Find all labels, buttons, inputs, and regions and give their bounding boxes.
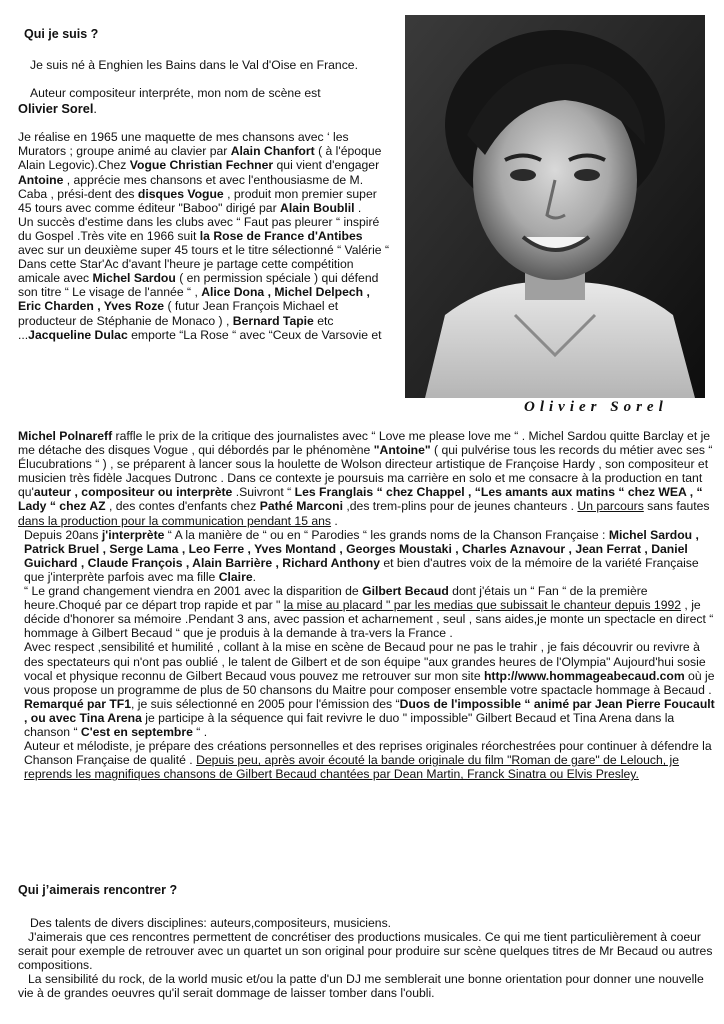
p4_full-run: , des contes d'enfants chez (105, 499, 260, 514)
photo-caption: Olivier Sorel (524, 399, 668, 415)
p5-run: j'interprète (101, 527, 165, 542)
p6-run: “ Le grand changement viendra en 2001 avec la disparition de (24, 584, 363, 599)
p7-run: http://www.hommageabecaud.com (483, 668, 685, 683)
left-column (18, 58, 390, 342)
paragraph-talents: Des talents de divers disciplines: auteurs,compositeurs, musiciens. (30, 916, 392, 930)
p3-run: Je réalise en 1965 une maquette de mes chansons avec ‘ les Murators ; groupe animé au clavier par (18, 130, 349, 159)
p8-run: C'est en septembre (80, 724, 193, 739)
full-width-body (18, 429, 720, 781)
p4-run: Bernard Tapie (232, 313, 314, 328)
p4-run: avec sur un deuxième super 45 tours et le titre sélectionné “ Valérie “ Dans cette Star'Ac d'avant l'heure je partage cette compétition amicale avec (18, 243, 390, 286)
p4-run: Jacqueline Dulac (28, 327, 128, 342)
p3-run: Alain Chanfort (230, 144, 315, 159)
p3-run: disques Vogue (137, 186, 224, 201)
p5-run: . (252, 569, 256, 584)
p8-run: je participe à la séquence qui fait revivre le duo " impossible" Gilbert Becaud et Tina Arena dans la chanson “ (24, 710, 675, 739)
p5-run: Michel Sardou , Patrick Bruel , Serge Lama , Leo Ferre , Yves Montand , Georges Moustaki , Charles Aznavour , Jean Ferrat , Daniel Guichard , Claude François , Alain Barrière , Richard Anthony (24, 527, 699, 570)
p9-run: Depuis peu, après avoir écouté la bande originale du film "Roman de gare" de Lelouch, je reprends les magnifiques chansons de Gilbert Becaud chantées par Dean Martin, Franck Sinatra ou Elvis Presley. (24, 753, 680, 782)
p8-run: Duos de l'impossible “ animé par Jean Pierre Foucault , ou avec Tina Arena (24, 696, 715, 725)
paragraph-rock: La sensibilité du rock, de la world music et/ou la patte d'un DJ me semblerait une bonne orientation pour donner une nouvelle vie à de grandes oeuvres qu'il serait dommage de laisser tomber dans l'oubli. (18, 972, 704, 1001)
p4_full-underline (577, 499, 643, 513)
p4_full-run: Michel Polnareff (18, 429, 113, 443)
p5-run: “ A la manière de “ ou en “ Parodies “ les grands noms de la Chanson Française : (164, 527, 609, 542)
p4_full-run: .Suivront “ (232, 485, 295, 500)
p3-run: Vogue Christian Fechner (129, 158, 274, 173)
paragraph-1966 (18, 215, 390, 342)
p4_full-run: dans la production pour la communication pendant 15 ans (18, 513, 332, 528)
portrait-photo (405, 15, 705, 398)
p4_full-run: . (331, 513, 338, 528)
p5-run: et bien d'autres voix de la mémoire de la variété Française que j'interprète parfois avec ma fille (24, 555, 699, 584)
p4-run: Un succès d'estime dans les clubs avec “ Faut pas pleurer “ inspiré du Gospel .Très vite en 1966 suit (18, 214, 380, 243)
p4-run: ( futur Jean François Michael et producteur de Stéphanie de Monaco ) , (18, 299, 339, 328)
p3-run: Alain Boublil (280, 200, 355, 215)
paragraph-respect (18, 640, 720, 696)
p6-run: la mise au placard " par les medias que subissait le chanteur depuis 1992 (283, 598, 682, 613)
stage-name-period: . (93, 101, 97, 117)
paragraph-1965 (18, 130, 390, 215)
p5-run: Depuis 20ans (24, 527, 102, 542)
section-title-who-to-meet: Qui j’aimerais rencontrer ? (18, 883, 178, 897)
p6-run: Gilbert Becaud (362, 584, 449, 599)
p4_full-run: Un parcours (577, 499, 644, 514)
p7-run: où je vous propose un programme de plus de 50 chansons du Maitre pour composer ensemble votre spactacle hommage à Becaud . (24, 668, 715, 697)
paragraph-encounters: J'aimerais que ces rencontres permettent de concrétiser des productions musicales. Ce qui me tient particulièrement à coeur serait pour exemple de retrouver avec un quartet un son original pour produire sur scène quelques titres de Mr Becaud ou autres compositions. (18, 930, 713, 973)
paragraph-stage-name (18, 102, 390, 116)
p8-run: Remarqué par TF1 (24, 696, 132, 711)
p3-run: ( à l'époque Alain Legovic).Chez (18, 144, 382, 173)
p4_full-run: ( qui pulvérise tous les records du métier avec ses “ Élucubrations “ ) , se préparent à lancer sous la houlette de Wolson directeur artistique de Françoise Hardy , son compositeur et musicien très fidèle Jacques Dutronc . Dans ce contexte je poursuis ma carrière en solo et me consacre à la production en tant qu' (18, 443, 713, 500)
paragraph-stage-name-intro: Auteur compositeur interpréte, mon nom de scène est (30, 86, 321, 101)
portrait-illustration (405, 15, 705, 398)
paragraph-career (18, 429, 720, 528)
p9-run: Auteur et mélodiste, je prépare des créations personnelles et des reprises originales réorchestrées pour continuer à défendre la Chanson Française de qualité . (24, 739, 712, 768)
p4_full-run: auteur , compositeur ou interprète (33, 485, 233, 500)
p6-run: dont j'étais un “ Fan “ de la première heure.Choqué par ce départ trop rapide et par " (24, 584, 648, 613)
p4_full-run: Pathé Marconi (259, 499, 343, 514)
p3-run: , produit mon premier super 45 tours avec comme éditeur "Baboo" dirigé par (18, 186, 377, 215)
p3-run: , apprécie mes chansons et avec l'enthousiasme de M. Caba , prési-dent des (18, 172, 364, 201)
paragraph-birth: Je suis né à Enghien les Bains dans le Val d'Oise en France. (30, 58, 358, 72)
p4_full-underline (18, 514, 331, 528)
paragraph-author (18, 739, 720, 781)
p4-run: etc ... (18, 313, 334, 342)
p4-run: ( en permission spéciale ) qui défend son titre “ Le visage de l'année “ , (18, 271, 379, 300)
paragraph-interpretations (18, 528, 720, 584)
p7-run: Avec respect ,sensibilité et humilité , collant à la mise en scène de Becaud pour ne pas le trahir , je fais découvrir ou revivre à des spectateurs qui n'ont pas oublié , le talent de Gilbert et de son équipe "aux grandes heures de l'Olympia" Aujourd'hui sosie vocal et physique reconnu de Gilbert Becaud vous pouvez me retrouver sur mon site (24, 640, 706, 683)
paragraph-becaud-tribute (18, 584, 720, 640)
p8-run: , je suis sélectionné en 2005 pour l'émission des “ (131, 696, 400, 711)
p4-run: Michel Sardou (92, 271, 176, 286)
section-title-who-am-i: Qui je suis ? (24, 27, 99, 41)
p4_full-run: Les Franglais “ chez Chappel , “Les amants aux matins “ chez WEA , “ Lady “ chez AZ (18, 485, 703, 514)
p5-run: Claire (218, 569, 253, 584)
p3-run: Antoine (18, 172, 64, 187)
stage-name: Olivier Sorel (18, 101, 94, 117)
meet-body (18, 916, 720, 1001)
p4_full-run: sans fautes (643, 499, 710, 514)
p3-run: qui vient d'engager (273, 158, 380, 173)
p6-underline (284, 598, 681, 612)
p4-run: emporte “La Rose “ avec “Ceux de Varsovie et (127, 327, 382, 342)
p4_full-run: raffle le prix de la critique des journalistes avec “ Love me please love me “ . Michel Sardou quitte Barclay et je me détache des disques Vogue , qui débordés par le phénomène (18, 429, 711, 458)
p4-run: la Rose de France d'Antibes (199, 228, 363, 243)
p8-run: “ . (192, 724, 208, 739)
paragraph-tf1 (18, 697, 720, 739)
p4-run: Alice Dona , Michel Delpech , Eric Charden , Yves Roze (18, 285, 370, 314)
p3-run: . (354, 200, 362, 215)
p4_full-run: ,des trem-plins pour de jeunes chanteurs . (343, 499, 578, 514)
p6-run: , je décide d'honorer sa mémoire .Pendant 3 ans, avec passion et acharnement , seul , sans aides,je monte un spectacle en direct “ hommage à Gilbert Becaud “ que je produis à la demande à tra-vers la France . (24, 598, 714, 641)
p4_full-run: "Antoine" (373, 443, 431, 458)
